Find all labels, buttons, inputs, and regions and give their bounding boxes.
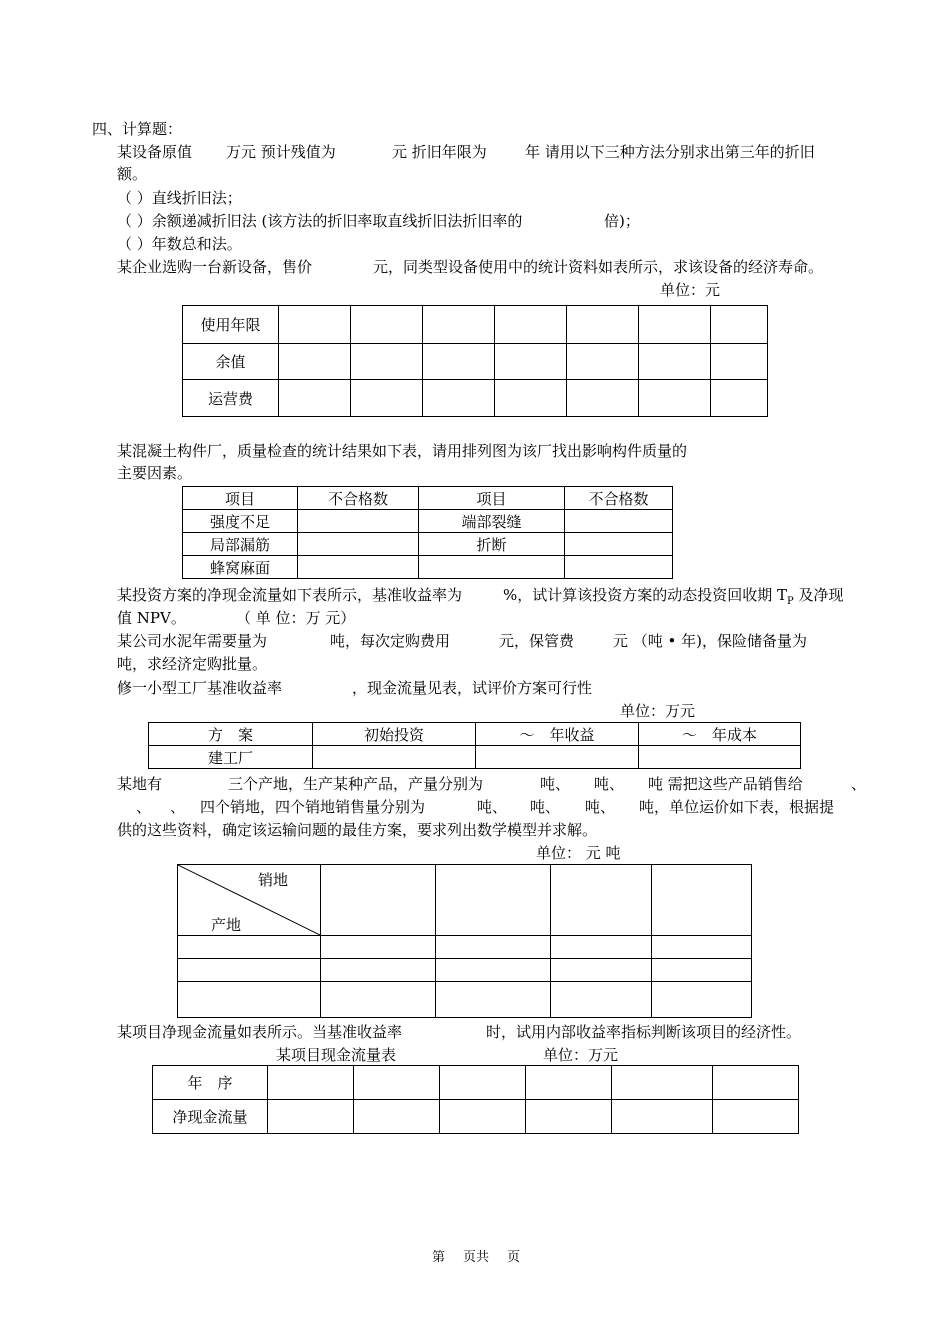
q7-cell <box>178 936 321 959</box>
q7-text-2: 三个产地，生产某种产品，产量分别为 <box>228 775 484 793</box>
q4-text-2 <box>503 584 844 609</box>
q7-cell <box>436 959 551 982</box>
q2-text-2: 元，同类型设备使用中的统计资料如表所示，求该设备的经济寿命。 <box>373 258 824 276</box>
q7-text-1: 某地有 <box>117 775 163 793</box>
footer-end: 页 <box>507 1250 521 1265</box>
q2-table <box>182 305 768 417</box>
q1-method-2-tail: 倍)； <box>604 212 640 230</box>
q5-text-line2: 吨，求经济定购批量。 <box>117 655 268 673</box>
q7-cell <box>652 959 752 982</box>
q7-text-b1: 、 <box>136 798 152 816</box>
q8-table <box>152 1065 799 1134</box>
q3-header: 不合格数 <box>565 487 673 510</box>
q7-text-6: 、 <box>851 775 867 793</box>
q2-cell <box>495 306 567 344</box>
q3-cell <box>565 533 673 556</box>
q3-cell <box>298 556 419 579</box>
q4-unit: （ 单 位：万 元） <box>236 609 356 627</box>
q7-cell <box>551 959 652 982</box>
q8-cell <box>354 1100 440 1134</box>
q3-cell: 折断 <box>419 533 565 556</box>
q7-text-line3: 供的这些资料，确定该运输问题的最佳方案，要求列出数学模型并求解。 <box>117 821 598 839</box>
q7-cell <box>436 982 551 1018</box>
q3-cell: 强度不足 <box>183 510 298 533</box>
q6-header: 初始投资 <box>313 723 476 746</box>
q6-header: ～ 年成本 <box>639 723 801 746</box>
q2-row-label: 余值 <box>183 344 279 380</box>
q7-text-b6: 吨、 <box>585 798 616 816</box>
q7-text-b7: 吨，单位运价如下表，根据提 <box>639 798 835 816</box>
q7-corner-top: 销地 <box>258 871 289 889</box>
q3-cell <box>298 510 419 533</box>
q7-table <box>177 864 752 1018</box>
q4-text-2b: 及净现 <box>793 586 844 604</box>
q7-cell <box>652 865 752 936</box>
q7-cell <box>321 959 436 982</box>
q3-cell <box>298 533 419 556</box>
q4-text-2a: %，试计算该投资方案的动态投资回收期 T <box>503 586 788 604</box>
q5-text-3: 元，保管费 <box>499 632 575 650</box>
q6-cell: 建工厂 <box>149 746 313 769</box>
q7-text-b2: 、 <box>170 798 186 816</box>
q1-text-3: 元 折旧年限为 <box>392 143 487 161</box>
q2-cell <box>711 380 768 417</box>
q5-text-2: 吨，每次定购费用 <box>330 632 451 650</box>
q3-cell: 局部漏筋 <box>183 533 298 556</box>
q8-unit: 单位：万元 <box>543 1046 619 1064</box>
q7-text-5: 吨 需把这些产品销售给 <box>648 775 803 793</box>
q7-cell <box>436 936 551 959</box>
q2-cell <box>279 306 351 344</box>
q4-text-1: 某投资方案的净现金流量如下表所示，基准收益率为 <box>117 586 463 604</box>
q2-text-1: 某企业选购一台新设备，售价 <box>117 258 313 276</box>
q1-method-1: （ ）直线折旧法； <box>117 189 242 207</box>
q7-cell <box>652 936 752 959</box>
q2-row-label: 使用年限 <box>183 306 279 344</box>
q2-cell <box>567 344 639 380</box>
q8-text-1: 某项目净现金流量如表所示。当基准收益率 <box>117 1023 403 1041</box>
q2-cell <box>711 306 768 344</box>
q2-cell <box>351 344 423 380</box>
q7-cell <box>321 982 436 1018</box>
q3-header: 项目 <box>183 487 298 510</box>
q7-cell <box>652 982 752 1018</box>
q8-cell <box>713 1100 799 1134</box>
q7-text-3: 吨、 <box>540 775 571 793</box>
q2-cell <box>495 380 567 417</box>
q2-cell <box>279 380 351 417</box>
q3-cell <box>565 556 673 579</box>
q7-text-b4: 吨、 <box>477 798 508 816</box>
q3-text-1: 某混凝土构件厂，质量检查的统计结果如下表，请用排列图为该厂找出影响构件质量的 <box>117 442 688 460</box>
q2-cell <box>639 380 711 417</box>
q1-method-3: （ ）年数总和法。 <box>117 235 242 253</box>
q8-cell <box>440 1100 526 1134</box>
q8-cell <box>354 1066 440 1100</box>
q8-cell <box>612 1100 713 1134</box>
q8-cell <box>440 1066 526 1100</box>
q3-header: 项目 <box>419 487 565 510</box>
q3-cell: 蜂窝麻面 <box>183 556 298 579</box>
q5-text-1: 某公司水泥年需要量为 <box>117 632 268 650</box>
q7-unit: 单位： 元 吨 <box>536 844 621 862</box>
q5-text-4: 元 （吨 • 年)，保险储备量为 <box>613 632 808 650</box>
q2-cell <box>423 306 495 344</box>
q1-text-1: 某设备原值 <box>117 143 193 161</box>
q7-text-b3: 四个销地，四个销地销售量分别为 <box>200 798 426 816</box>
footer-page: 第 <box>432 1250 446 1265</box>
q2-cell <box>567 306 639 344</box>
q6-cell <box>313 746 476 769</box>
q7-cell <box>551 936 652 959</box>
q7-cell <box>321 865 436 936</box>
q2-cell <box>567 380 639 417</box>
q6-text-2: ，现金流量见表，试评价方案可行性 <box>352 679 593 697</box>
q7-cell <box>436 865 551 936</box>
q7-corner-bottom: 产地 <box>211 916 242 934</box>
q7-cell <box>321 936 436 959</box>
q1-text-2: 万元 预计残值为 <box>226 143 336 161</box>
q6-header: 方 案 <box>149 723 313 746</box>
diagonal-line <box>178 865 322 936</box>
q2-cell <box>495 344 567 380</box>
q8-cell <box>268 1066 354 1100</box>
q7-cell <box>551 865 652 936</box>
q2-cell <box>639 306 711 344</box>
q8-cell <box>526 1066 612 1100</box>
q6-cell <box>639 746 801 769</box>
q4-text-line2: 值 NPV。 <box>117 609 186 627</box>
q8-row-label: 净现金流量 <box>153 1100 268 1134</box>
q8-cell <box>713 1066 799 1100</box>
q7-text-4: 吨、 <box>594 775 625 793</box>
q6-table <box>148 722 801 769</box>
q2-cell <box>351 306 423 344</box>
q1-method-2: （ ）余额递减折旧法 (该方法的折旧率取直线折旧法折旧率的 <box>117 212 523 230</box>
q8-cell <box>526 1100 612 1134</box>
q6-cell <box>476 746 639 769</box>
q3-header: 不合格数 <box>298 487 419 510</box>
q3-table <box>182 486 673 579</box>
q7-cell <box>551 982 652 1018</box>
q6-text-1: 修一小型工厂基准收益率 <box>117 679 283 697</box>
q7-cell <box>178 982 321 1018</box>
q1-text-line2: 额。 <box>117 165 148 183</box>
q8-text-2: 时，试用内部收益率指标判断该项目的经济性。 <box>486 1023 802 1041</box>
section-title: 四、计算题： <box>92 120 183 138</box>
q2-cell <box>711 344 768 380</box>
q3-cell <box>565 510 673 533</box>
footer-total: 页共 <box>463 1250 490 1265</box>
q8-row-label: 年 序 <box>153 1066 268 1100</box>
q3-text-2: 主要因素。 <box>117 464 193 482</box>
q1-text-4: 年 请用以下三种方法分别求出第三年的折旧 <box>525 143 815 161</box>
q3-cell: 端部裂缝 <box>419 510 565 533</box>
q2-cell <box>423 380 495 417</box>
q7-corner-cell <box>178 865 321 936</box>
q3-cell <box>419 556 565 579</box>
q8-cell <box>268 1100 354 1134</box>
q7-text-b5: 吨、 <box>530 798 561 816</box>
q2-cell <box>351 380 423 417</box>
q2-cell <box>423 344 495 380</box>
q2-row-label: 运营费 <box>183 380 279 417</box>
q2-cell <box>279 344 351 380</box>
q8-caption: 某项目现金流量表 <box>276 1046 397 1064</box>
q2-unit: 单位：元 <box>660 281 721 299</box>
q8-cell <box>612 1066 713 1100</box>
q4-subscript: P <box>787 596 794 607</box>
q6-header: ～ 年收益 <box>476 723 639 746</box>
q2-cell <box>639 344 711 380</box>
q7-cell <box>178 959 321 982</box>
q6-unit: 单位：万元 <box>620 702 696 720</box>
